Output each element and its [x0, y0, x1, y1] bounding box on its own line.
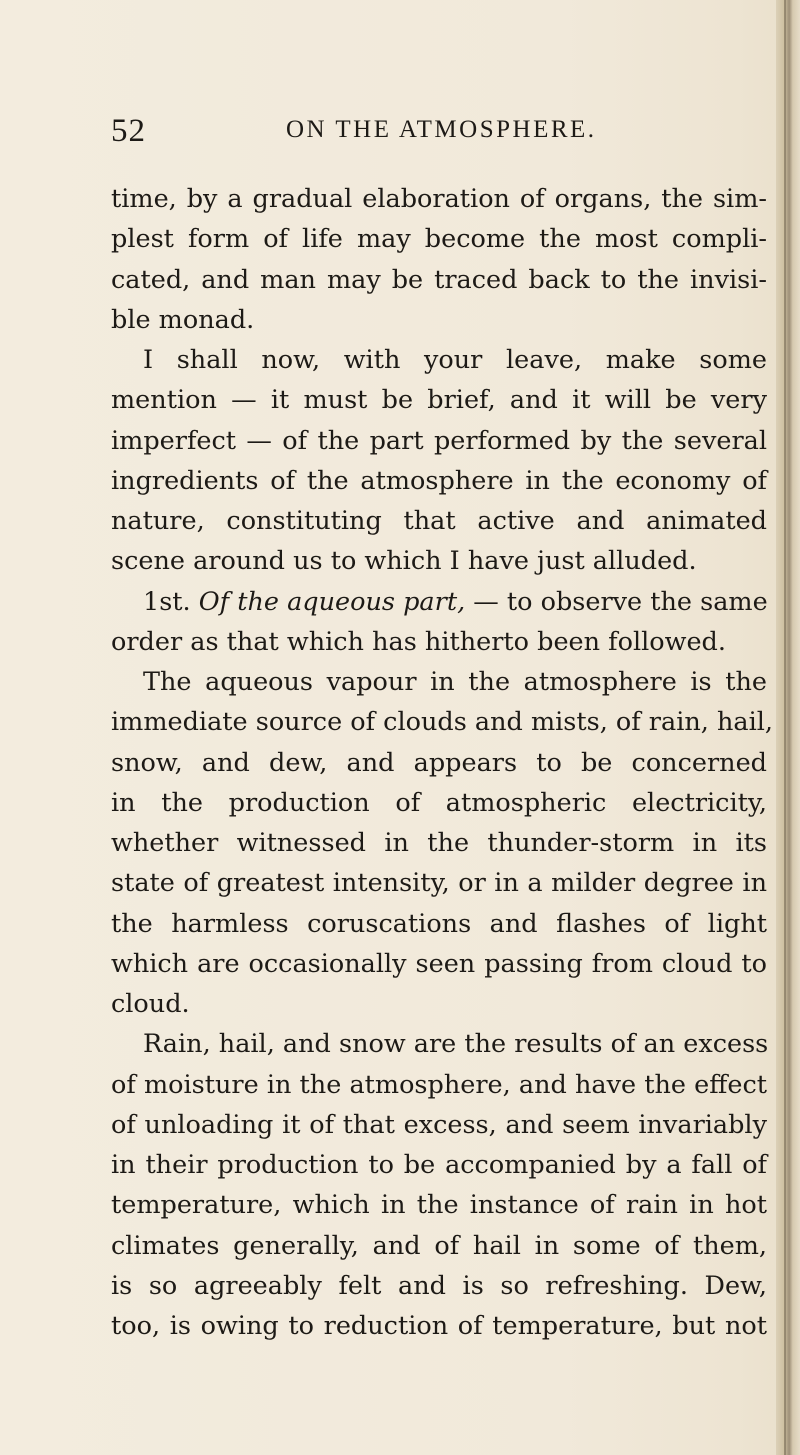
text-line: order as that which has hitherto been followed.: [111, 626, 726, 657]
text-line: cloud.: [111, 989, 190, 1019]
text-line: time, by a gradual elaboration of organs, the sim-: [111, 184, 767, 214]
paragraph-start-line: Rain, hail, and snow are the results of an excess: [143, 1029, 769, 1060]
text-line: is so agreeably felt and is so refreshing. Dew,: [111, 1270, 767, 1301]
running-head: ON THE ATMOSPHERE.: [286, 116, 597, 143]
section-title-italic: Of the aqueous part,: [198, 586, 466, 617]
text-line: plest form of life may become the most compli-: [111, 224, 767, 255]
page-gutter-shadow: [776, 0, 800, 1455]
text-line: ingredients of the atmosphere in the economy of: [111, 465, 767, 496]
body-text: [111, 179, 774, 1346]
paragraph-start-line: The aqueous vapour in the atmosphere is the: [143, 667, 767, 697]
text-line: ble monad.: [111, 304, 255, 335]
section-number: 1st.: [143, 586, 199, 617]
text-line: temperature, which in the instance of rain in hot: [111, 1190, 767, 1221]
text-line: imperfect — of the part performed by the several: [111, 425, 767, 456]
text-line: mention — it must be brief, and it will be very: [111, 385, 767, 416]
text-line: which are occasionally seen passing from cloud to: [111, 948, 767, 979]
page-gutter-line: [784, 0, 786, 1455]
text-line: too, is owing to reduction of temperature, but not: [111, 1311, 767, 1341]
text-line: in the production of atmospheric electricity,: [111, 787, 767, 818]
page-number: 52: [111, 113, 146, 149]
text-line: nature, constituting that active and animated: [111, 506, 767, 536]
text-line: scene around us to which I have just alluded.: [111, 546, 697, 577]
text-line: of unloading it of that excess, and seem invariably: [111, 1109, 767, 1140]
text-line: cated, and man may be traced back to the invisi-: [111, 264, 767, 295]
text-line: in their production to be accompanied by a fall of: [111, 1150, 767, 1180]
section-line-remainder: — to observe the same: [465, 586, 768, 617]
text-line: state of greatest intensity, or in a milder degree in: [111, 868, 767, 899]
paragraph-start-line: I shall now, with your leave, make some: [143, 345, 767, 375]
text-line: climates generally, and of hail in some of them,: [111, 1230, 767, 1261]
page-header: [111, 113, 771, 153]
text-line: of moisture in the atmosphere, and have the effect: [111, 1069, 767, 1100]
text-line: whether witnessed in the thunder-storm in its: [111, 828, 767, 858]
section-heading-line: [111, 582, 767, 622]
text-line: snow, and dew, and appears to be concerned: [111, 747, 767, 778]
text-line: the harmless coruscations and flashes of light: [111, 908, 767, 939]
text-line: immediate source of clouds and mists, of rain, hail,: [111, 707, 774, 738]
